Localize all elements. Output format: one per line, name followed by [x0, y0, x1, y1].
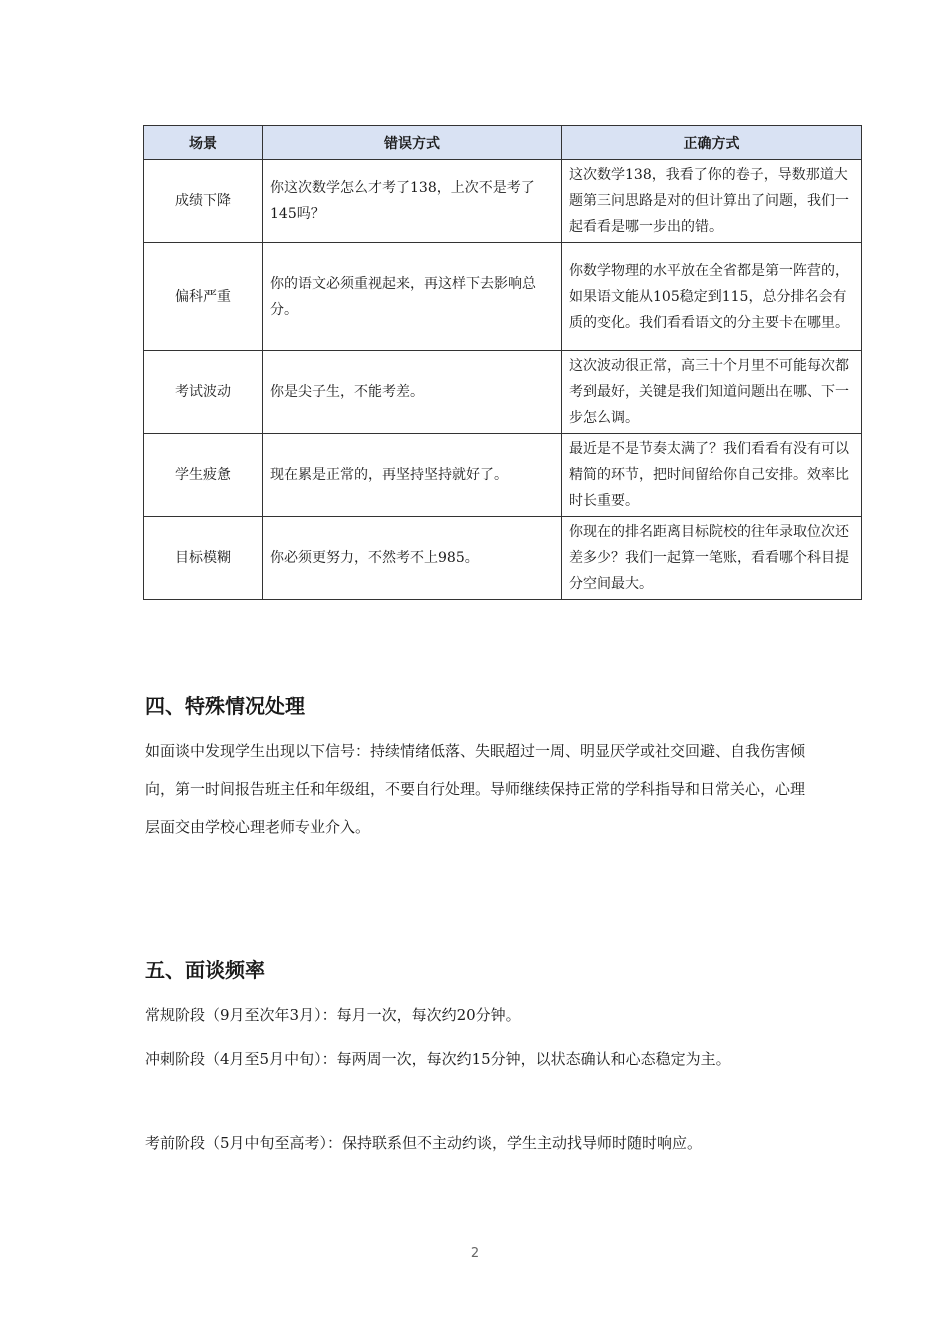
- scene-cell: 考试波动: [144, 351, 263, 434]
- table-row: [144, 517, 862, 600]
- scenario-table: [143, 125, 862, 600]
- frequency-sprint: 冲刺阶段（4月至5月中旬）：每两周一次，每次约15分钟，以状态确认和心态稳定为主。: [145, 1050, 731, 1068]
- header-scene: 场景: [144, 126, 263, 160]
- table-header-row: [144, 126, 862, 160]
- right-way-cell: 你数学物理的水平放在全省都是第一阵营的，如果语文能从105稳定到115，总分排名会有质的变化。我们看看语文的分主要卡在哪里。: [562, 243, 862, 351]
- table-row: [144, 351, 862, 434]
- right-way-cell: 你现在的排名距离目标院校的往年录取位次还差多少？我们一起算一笔账，看看哪个科目提分空间最大。: [562, 517, 862, 600]
- table-row: [144, 434, 862, 517]
- right-way-cell: 这次波动很正常，高三十个月里不可能每次都考到最好，关键是我们知道问题出在哪、下一步怎么调。: [562, 351, 862, 434]
- scene-cell: 学生疲惫: [144, 434, 263, 517]
- right-way-cell: 这次数学138，我看了你的卷子，导数那道大题第三问思路是对的但计算出了问题，我们一起看看是哪一步出的错。: [562, 160, 862, 243]
- page-number: 2: [470, 1246, 480, 1261]
- frequency-pre-exam: 考前阶段（5月中旬至高考）：保持联系但不主动约谈，学生主动找导师时随时响应。: [145, 1134, 703, 1152]
- wrong-way-cell: 现在累是正常的，再坚持坚持就好了。: [263, 434, 562, 517]
- scene-cell: 成绩下降: [144, 160, 263, 243]
- wrong-way-cell: 你必须更努力，不然考不上985。: [263, 517, 562, 600]
- wrong-way-cell: 你的语文必须重视起来，再这样下去影响总分。: [263, 243, 562, 351]
- scene-cell: 目标模糊: [144, 517, 263, 600]
- right-way-cell: 最近是不是节奏太满了？我们看看有没有可以精简的环节，把时间留给你自己安排。效率比时长重要。: [562, 434, 862, 517]
- scene-cell: 偏科严重: [144, 243, 263, 351]
- wrong-way-cell: 你是尖子生，不能考差。: [263, 351, 562, 434]
- frequency-regular: 常规阶段（9月至次年3月）：每月一次，每次约20分钟。: [145, 1006, 521, 1024]
- header-right-way: 正确方式: [562, 126, 862, 160]
- section-4-heading: 四、特殊情况处理: [145, 694, 305, 718]
- wrong-way-cell: 你这次数学怎么才考了138，上次不是考了145吗？: [263, 160, 562, 243]
- section-4-paragraph: 如面谈中发现学生出现以下信号：持续情绪低落、失眠超过一周、明显厌学或社交回避、自我伤害倾向，第一时间报告班主任和年级组，不要自行处理。导师继续保持正常的学科指导和日常关心，心理层面交由学校心理老师专业介入。: [145, 742, 806, 836]
- table-row: [144, 160, 862, 243]
- header-wrong-way: 错误方式: [263, 126, 562, 160]
- section-5-heading: 五、面谈频率: [145, 958, 265, 982]
- table-row: [144, 243, 862, 351]
